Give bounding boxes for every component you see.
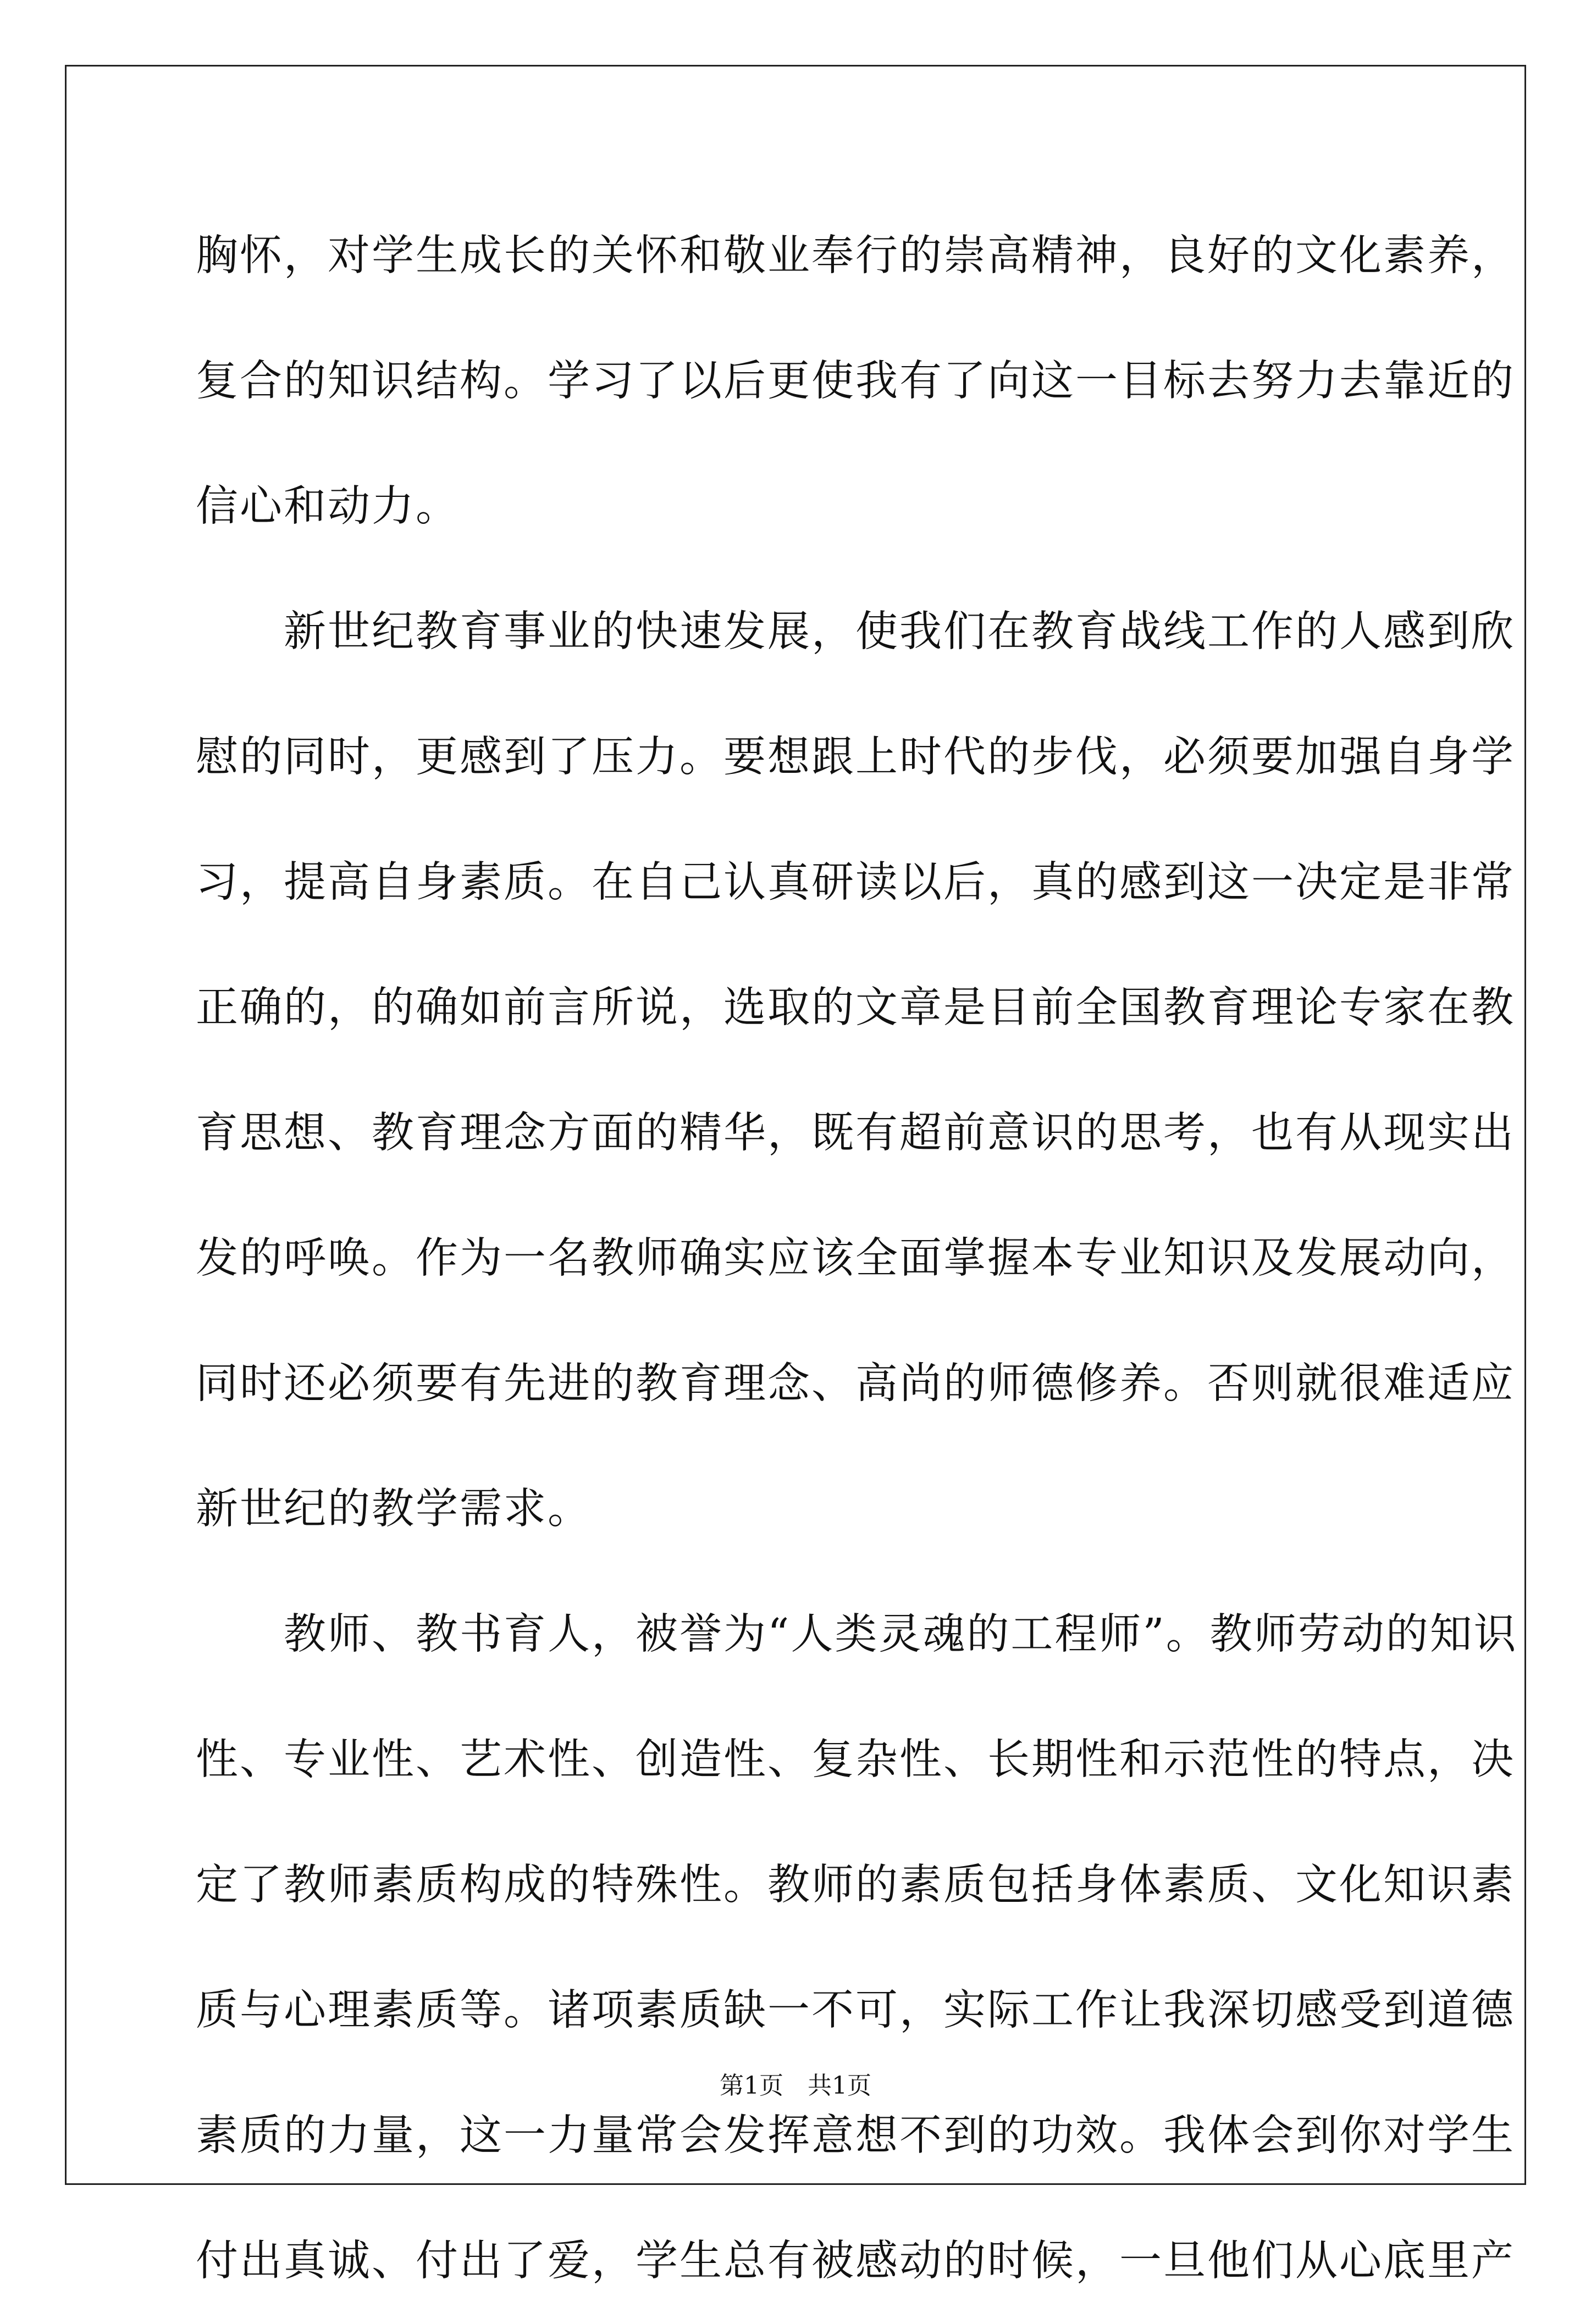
text-line: 同时还必须要有先进的教育理念、高尚的师德修养。否则就很难适应 <box>196 1359 1515 1408</box>
text-line: 新世纪的教学需求。 <box>196 1485 592 1534</box>
text-line: 性、专业性、艺术性、创造性、复杂性、长期性和示范性的特点，决 <box>196 1735 1515 1784</box>
text-line: 信心和动力。 <box>196 482 460 531</box>
text-line: 新世纪教育事业的快速发展，使我们在教育战线工作的人感到欣 <box>196 607 1515 656</box>
text-line: 定了教师素质构成的特殊性。教师的素质包括身体素质、文化知识素 <box>196 1861 1515 1910</box>
text-line: 质与心理素质等。诸项素质缺一不可，实际工作让我深切感受到道德 <box>196 1986 1515 2035</box>
page-number-footer: 第1页 共1页 <box>720 2072 871 2100</box>
text-line: 胸怀，对学生成长的关怀和敬业奉行的崇高精神，良好的文化素养， <box>196 231 1515 280</box>
text-line: 育思想、教育理念方面的精华，既有超前意识的思考，也有从现实出 <box>196 1109 1515 1158</box>
text-line: 付出真诚、付出了爱，学生总有被感动的时候，一旦他们从心底里产 <box>196 2237 1515 2286</box>
text-line: 慰的同时，更感到了压力。要想跟上时代的步伐，必须要加强自身学 <box>196 733 1515 782</box>
text-line: 素质的力量，这一力量常会发挥意想不到的功效。我体会到你对学生 <box>196 2111 1515 2160</box>
document-body <box>196 193 1518 2324</box>
text-line: 教师、教书育人，被誉为“人类灵魂的工程师”。教师劳动的知识 <box>196 1610 1518 1659</box>
text-line: 复合的知识结构。学习了以后更使我有了向这一目标去努力去靠近的 <box>196 357 1515 406</box>
text-line: 发的呼唤。作为一名教师确实应该全面掌握本专业知识及发展动向， <box>196 1234 1515 1283</box>
text-line: 正确的，的确如前言所说，选取的文章是目前全国教育理论专家在教 <box>196 983 1515 1032</box>
text-line: 习，提高自身素质。在自己认真研读以后，真的感到这一决定是非常 <box>196 858 1515 907</box>
